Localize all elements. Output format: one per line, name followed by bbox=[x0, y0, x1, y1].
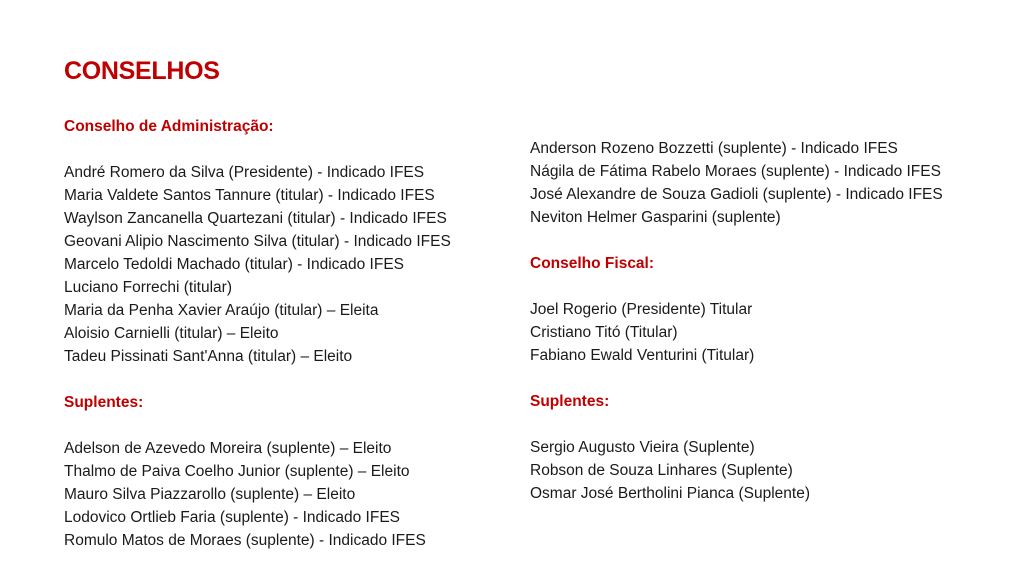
page-title: CONSELHOS bbox=[64, 57, 220, 85]
admin-suplente-member: José Alexandre de Souza Gadioli (suplente) - Indicado IFES bbox=[530, 186, 943, 203]
spacer bbox=[64, 138, 524, 161]
admin-member: Geovani Alipio Nascimento Silva (titular) - Indicado IFES bbox=[64, 233, 451, 250]
spacer bbox=[64, 368, 524, 391]
admin-suplente-member: Nágila de Fátima Rabelo Moraes (suplente) - Indicado IFES bbox=[530, 163, 941, 180]
suplente-member: Adelson de Azevedo Moreira (suplente) – Eleito bbox=[64, 440, 392, 457]
fiscal-suplente-member: Robson de Souza Linhares (Suplente) bbox=[530, 462, 793, 479]
fiscal-suplente-member: Sergio Augusto Vieira (Suplente) bbox=[530, 439, 755, 456]
admin-member: Marcelo Tedoldi Machado (titular) - Indicado IFES bbox=[64, 256, 405, 273]
fiscal-member: Joel Rogerio (Presidente) Titular bbox=[530, 301, 753, 318]
suplente-member: Thalmo de Paiva Coelho Junior (suplente) – Eleito bbox=[64, 463, 410, 480]
admin-member: André Romero da Silva (Presidente) - Indicado IFES bbox=[64, 164, 425, 181]
admin-member: Waylson Zancanella Quartezani (titular) - Indicado IFES bbox=[64, 210, 447, 227]
spacer bbox=[64, 414, 524, 437]
admin-member: Maria da Penha Xavier Araújo (titular) – Eleita bbox=[64, 302, 379, 319]
admin-member: Maria Valdete Santos Tannure (titular) - Indicado IFES bbox=[64, 187, 435, 204]
left-column bbox=[64, 115, 524, 552]
spacer bbox=[530, 275, 1010, 298]
suplente-member: Mauro Silva Piazzarollo (suplente) – Eleito bbox=[64, 486, 356, 503]
fiscal-suplentes-heading: Suplentes: bbox=[530, 393, 610, 410]
admin-suplente-member: Neviton Helmer Gasparini (suplente) bbox=[530, 209, 781, 226]
fiscal-council-heading: Conselho Fiscal: bbox=[530, 255, 655, 272]
fiscal-suplente-member: Osmar José Bertholini Pianca (Suplente) bbox=[530, 485, 810, 502]
admin-council-heading: Conselho de Administração: bbox=[64, 118, 274, 135]
right-column bbox=[530, 137, 1010, 505]
suplente-member: Romulo Matos de Moraes (suplente) - Indicado IFES bbox=[64, 532, 426, 549]
spacer bbox=[530, 413, 1010, 436]
suplente-member: Lodovico Ortlieb Faria (suplente) - Indicado IFES bbox=[64, 509, 400, 526]
admin-member: Aloisio Carnielli (titular) – Eleito bbox=[64, 325, 279, 342]
admin-member: Luciano Forrechi (titular) bbox=[64, 279, 232, 296]
admin-suplente-member: Anderson Rozeno Bozzetti (suplente) - Indicado IFES bbox=[530, 140, 898, 157]
suplentes-heading: Suplentes: bbox=[64, 394, 144, 411]
spacer bbox=[530, 367, 1010, 390]
fiscal-member: Cristiano Titó (Titular) bbox=[530, 324, 678, 341]
spacer bbox=[530, 229, 1010, 252]
admin-member: Tadeu Pissinati Sant'Anna (titular) – Eleito bbox=[64, 348, 353, 365]
fiscal-member: Fabiano Ewald Venturini (Titular) bbox=[530, 347, 755, 364]
